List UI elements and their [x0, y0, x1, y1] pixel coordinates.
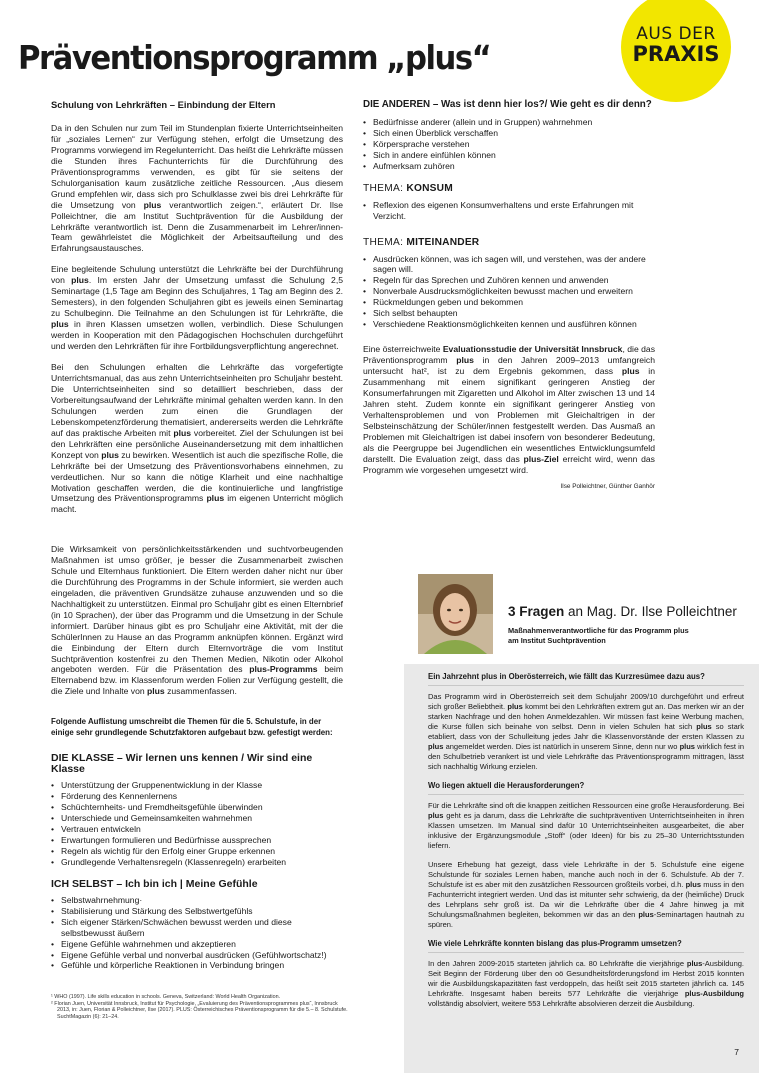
list-item: • Aufmerksam zuhören: [363, 161, 655, 172]
page-title: Präventionsprogramm „plus“: [18, 38, 491, 77]
selbst-heading: ICH SELBST – Ich bin ich | Meine Gefühle: [51, 877, 258, 890]
question-2: Wo liegen aktuell die Herausforderungen?: [428, 781, 585, 790]
interview-title: 3 Fragen an Mag. Dr. Ilse Polleichtner: [508, 604, 737, 619]
list-item: • Unterschiede und Gemeinsamkeiten wahrnehmen: [51, 813, 343, 824]
divider: [428, 794, 744, 795]
selbst-list: [51, 895, 343, 972]
paragraph-evaluation: Eine österreichweite Evaluationsstudie der Universität Innsbruck, die das Präventionsprogramm plus in den Jahren 2009–2013 umfangreich untersucht hat², ist zu dem Ergebnis gekommen, dass plus in Zusammenhang mit einem signifikant geringeren Anstieg der Konsumerfahrungen mit Zigaretten und Alkohol im Alter zwischen 13 und 14 Jahren steht. Zudem konnte ein signifikant geringerer Anstieg von Verhaltensproblemen und von Problemen mit Gleichaltrigen in der Selbsteinschätzung der Schüler/innen festgestellt werden. Das Ausmaß an Problemen mit Gleichaltrigen ist dabei insofern von besonderer Bedeutung, als die Peergruppe bei Jugendlichen ein wesentliches Entwicklungsumfeld darstellt. Die Evaluation zeigt, dass das plus-Ziel erreicht wird, wenn das Programm wie vorgesehen umgesetzt wird.: [363, 344, 656, 475]
badge-line-1: AUS DER: [636, 24, 716, 44]
answer-2a: Für die Lehrkräfte sind oft die knappen zeitlichen Ressourcen eine große Herausforderung. Bei plus geht es ja darum, dass die Lehrkräfte die suchtpräventiven Unterrichtseinheiten in ihren Klassen umsetzen. Im Manual sind dafür 10 Unterrichtseinheiten ausgearbeitet, die aber inklusive der Ergänzungsmodule „Stoff“ (oder Ideen) für bis zu 25–30 Unterrichtsstunden liefern.: [428, 801, 744, 850]
list-item: • Erwartungen formulieren und Bedürfnisse aussprechen: [51, 835, 343, 846]
footnote-2: ² Florian Juen, Universität Innsbruck, Institut für Psychologie, „Evaluierung des Präventionsprogrammes plus“, Innsbruck 2013, in: Juen, Florian & Polleichtner, Ilse (2017). PLUS: Österreichisches Präventionsprogramm für die 5.– 8. Schulstufe. SuchtMagazin (6): 21–24.: [51, 1000, 348, 1020]
list-item: • Sich selbst behaupten: [363, 308, 655, 319]
question-3: Wie viele Lehrkräfte konnten bislang das plus-Programm umsetzen?: [428, 939, 682, 948]
badge-line-2: PRAXIS: [632, 42, 720, 66]
list-item: • Grundlegende Verhaltensregeln (Klassenregeln) erarbeiten: [51, 857, 343, 868]
list-item: • Selbstwahrnehmung·: [51, 895, 343, 906]
answer-2b: Unsere Erhebung hat gezeigt, dass viele Lehrkräfte in der 5. Schulstufe eine eigene Schulstunde für soziales Lernen haben, manche auch noch in der 6. Schulstufe. Ab der 7. Schulstufe ist es aber mit den zusätzlichen Ressourcen großteils vorbei, d.h. plus muss in den Fachunterricht integriert werden. Und das ist mitunter sehr schwierig, da der (heimliche) Druck des Lehrplans sehr groß ist. Da wir die Lehrkräfte über die 4 Jahre hinweg ja mit Schulungsmaßnahmen begleiten, bekommen wir das an den plus-Seminartagen hautnah zu spüren.: [428, 860, 744, 929]
portrait-photo: [418, 574, 493, 654]
list-item: • Förderung des Kennenlernens: [51, 791, 343, 802]
list-item: • Körpersprache verstehen: [363, 139, 655, 150]
miteinander-heading: THEMA: MITEINANDER: [363, 236, 480, 248]
paragraph-training: Eine begleitende Schulung unterstützt die Lehrkräfte bei der Durchführung von plus. Im ersten Jahr der Umsetzung umfasst die Schulung 2,5 Seminartage (1,5 Tage am Beginn des Schuljahres, 1 Tag am Beginn des 2. Semesters), in den folgenden Schuljahren gibt es jeweils einen Seminartag zu Schulbeginn. Die Teilnahme an den Schulungen ist für Lehrkräfte, die plus in ihren Klassen umsetzen wollen, verbindlich. Diese Schulungen werden in Kooperation mit den Pädagogischen Hochschulen durchgeführt und werden den Lehrkräften für ihre Fortbildungsverpflichtung angerechnet.: [51, 264, 344, 352]
list-item: • Verschiedene Reaktionsmöglichkeiten kennen und ausführen können: [363, 319, 655, 330]
list-item: • Sich einen Überblick verschaffen: [363, 128, 655, 139]
question-1: Ein Jahrzehnt plus in Oberösterreich, wie fällt das Kurzresümee dazu aus?: [428, 672, 705, 681]
topics-intro: Folgende Auflistung umschreibt die Themen für die 5. Schulstufe, in der einige sehr grundlegende Schutzfaktoren aufgebaut bzw. gefestigt werden:: [51, 717, 333, 738]
anderen-heading: DIE ANDEREN – Was ist denn hier los?/ Wie geht es dir denn?: [363, 99, 652, 110]
training-heading: Schulung von Lehrkräften – Einbindung der Eltern: [51, 99, 276, 110]
list-item: • Vertrauen entwickeln: [51, 824, 343, 835]
divider: [428, 952, 744, 953]
section-badge: [621, 0, 731, 102]
list-item: • Schüchternheits- und Fremdheitsgefühle überwinden: [51, 802, 343, 813]
footnote-1: ¹ WHO (1997). Life skills education in schools. Geneva, Switzerland: World Health Organization.: [51, 994, 281, 1000]
konsum-list: [363, 200, 655, 222]
list-item: • Ausdrücken können, was ich sagen will, und verstehen, was der andere sagen will.: [363, 254, 655, 276]
list-item: • Stabilisierung und Stärkung des Selbstwertgefühls: [51, 906, 343, 917]
klasse-heading: DIE KLASSE – Wir lernen uns kennen / Wir sind eine Klasse: [51, 752, 313, 776]
paragraph-parents: Die Wirksamkeit von persönlichkeitsstärkenden und suchtvorbeugenden Maßnahmen ist umso größer, je besser die Zusammenarbeit zwischen Schule und Elternhaus funktioniert. Die Eltern werden daher nicht nur über die Durchführung des Programms in der Schule informiert, sie werden auch eingeladen, die präventiven Grundsätze zuhause anzuwenden und so die Nachhaltigkeit zu unterstützen. Einmal pro Schuljahr gibt es einen Elternbrief (in 10 Sprachen), der über das Programm und die Umsetzung in der Schule informiert. Darüber hinaus gibt es pro Schuljahr eine Aktivität, mit der die SchülerInnen zu Hause an das Programm anknüpfen können. Ergänzt wird die Einbindung der Eltern durch Elternvorträge die vom Institut Suchtprävention kostenfrei zu den Themen Medien, Nikotin oder Alkohol angeboten werden. Für die Präsentation des plus-Programms beim Elternabend bzw. im Klassenforum werden Folien zur Verfügung gestellt, die die Ziele und Inhalte von plus zusammenfassen.: [51, 544, 343, 697]
list-item: • Sich eigener Stärken/Schwächen bewusst werden und diese selbstbewusst äußern: [51, 917, 343, 939]
klasse-list: [51, 780, 343, 868]
left-column-lower: [51, 544, 343, 982]
page-number: 7: [734, 1047, 739, 1057]
anderen-list: [363, 117, 655, 172]
answer-1: Das Programm wird in Oberösterreich seit dem Schuljahr 2009/10 durchgeführt und erfreut sich großer Beliebtheit. plus kommt bei den Lehrkräften extrem gut an. Das merken wir an der starken Nachfrage und den hohen Anmeldezahlen. Wir müssen fast keine Werbung machen, die Kurse füllen sich beinahe von selbst. Denn in vielen Schulen hat sich plus so stark etabliert, dass von der Schulleitung jedes Jahr die Klassenvorstände der ersten Klassen zu plus angemeldet werden. Dies ist natürlich in unserem Sinne, denn nur wo plus wirklich fest in den Schulbetrieb verankert ist und viele Lehrkräfte das Präventionsprogramm mittragen, lässt sich nachhaltig Wirkung erzielen.: [428, 692, 745, 771]
list-item: • Eigene Gefühle wahrnehmen und akzeptieren: [51, 939, 343, 950]
divider: [428, 685, 744, 686]
list-item: • Reflexion des eigenen Konsumverhaltens und erste Erfahrungen mit Verzicht.: [363, 200, 655, 222]
list-item: • Rückmeldungen geben und bekommen: [363, 297, 655, 308]
interview-subtitle: Maßnahmenverantwortliche für das Programm plus am Institut Suchtprävention: [508, 626, 689, 645]
list-item: • Gefühle und körperliche Reaktionen in Verbindung bringen: [51, 960, 343, 971]
footnotes: [51, 994, 351, 1020]
konsum-heading: THEMA: KONSUM: [363, 182, 453, 194]
list-item: • Regeln als wichtig für den Erfolg einer Gruppe erkennen: [51, 846, 343, 857]
list-item: • Sich in andere einfühlen können: [363, 150, 655, 161]
interview-body: [428, 672, 744, 1018]
list-item: • Regeln für das Sprechen und Zuhören kennen und anwenden: [363, 275, 655, 286]
miteinander-list: [363, 254, 655, 331]
paragraph-resources: Da in den Schulen nur zum Teil im Stundenplan fixierte Unterrichtseinheiten für „soziales Lernen“ zur Verfügung stehen, erfolgt die Umsetzung des Programms vorwiegend im Regelunterricht. Das heißt die Lehrkräfte müssen die Stunden ihres Fachunterrichts für die Durchführung des Präventionsprogramms verwenden, es gibt für sie seitens der Schulorganisation kaum zusätzliche zeitliche Ressourcen. „Aus diesem Grund empfehlen wir, dass sich pro Schulklasse zwei bis drei Lehrkräfte für die Umsetzung von plus verantwortlich zeigen.“, erläutert Dr. Ilse Polleichtner, die am Institut Suchtprävention für die Ausbildung der Lehrkräfte verantwortlich ist. Denn die Zusammenarbeit im Lehrer/innen-Team gewährleistet die Möglichkeit der Arbeitsaufteilung und des Erfahrungsaustausches.: [51, 122, 343, 254]
list-item: • Unterstützung der Gruppenentwicklung in der Klasse: [51, 780, 343, 791]
list-item: • Eigene Gefühle verbal und nonverbal ausdrücken (Gefühlwortschatz!): [51, 950, 343, 961]
list-item: • Bedürfnisse anderer (allein und in Gruppen) wahrnehmen: [363, 117, 655, 128]
interview-header: [404, 574, 759, 664]
author-signature: Ilse Polleichtner, Günther Ganhör: [560, 482, 655, 490]
left-column: [51, 100, 343, 525]
paragraph-manual: Bei den Schulungen erhalten die Lehrkräfte das vorgefertigte Unterrichtsmanual, das aus zehn Unterrichtseinheiten pro Schuljahr besteht. Die Unterrichtseinheiten sind so detailliert beschrieben, dass der Vorbereitungsaufwand der Lehrkräfte minimal gehalten werden kann. In den Schulungen werden zum einen die Grundlagen der Lebenskompetenzförderung thematisiert, andererseits werden die Lehrkräfte auf das praktische Arbeiten mit plus vorbereitet. Ziel der Schulungen ist bei den Lehrkräften eine persönliche Auseinandersetzung mit dem inhaltlichen Konzept von plus zu bewirken. Wesentlich ist auch die spezifische Rolle, die Lehrkräfte bei der Umsetzung des Präventionsvorhabens einnehmen, zu verdeutlichen. Nur so kann die nötige Klarheit und eine nachhaltige Motivation geschaffen werden, die die kontinuierliche und langfristige Umsetzung des Präventionsprogramms plus im eigenen Unterricht möglich macht.: [51, 362, 343, 515]
right-column: [363, 100, 655, 493]
interview-box: [404, 574, 759, 1073]
answer-3: In den Jahren 2009-2015 starteten jährlich ca. 80 Lehrkräfte die vierjährige plus-Ausbildung. Seit Beginn der Förderung über den oö Gesundheitsförderungsfond im Herbst 2015 konnten wir die Ausbildungskapazitäten fast verdoppeln, das heißt seit 2015 starteten jährlich ca. 145 Lehrkräfte. Insgesamt haben bereits 577 Lehrkräfte die vierjährige plus-Ausbildung vollständig absolviert, weitere 553 Lehrkräfte absolvieren derzeit die Ausbildung.: [428, 959, 744, 1008]
list-item: • Nonverbale Ausdrucksmöglichkeiten bewusst machen und erweitern: [363, 286, 655, 297]
